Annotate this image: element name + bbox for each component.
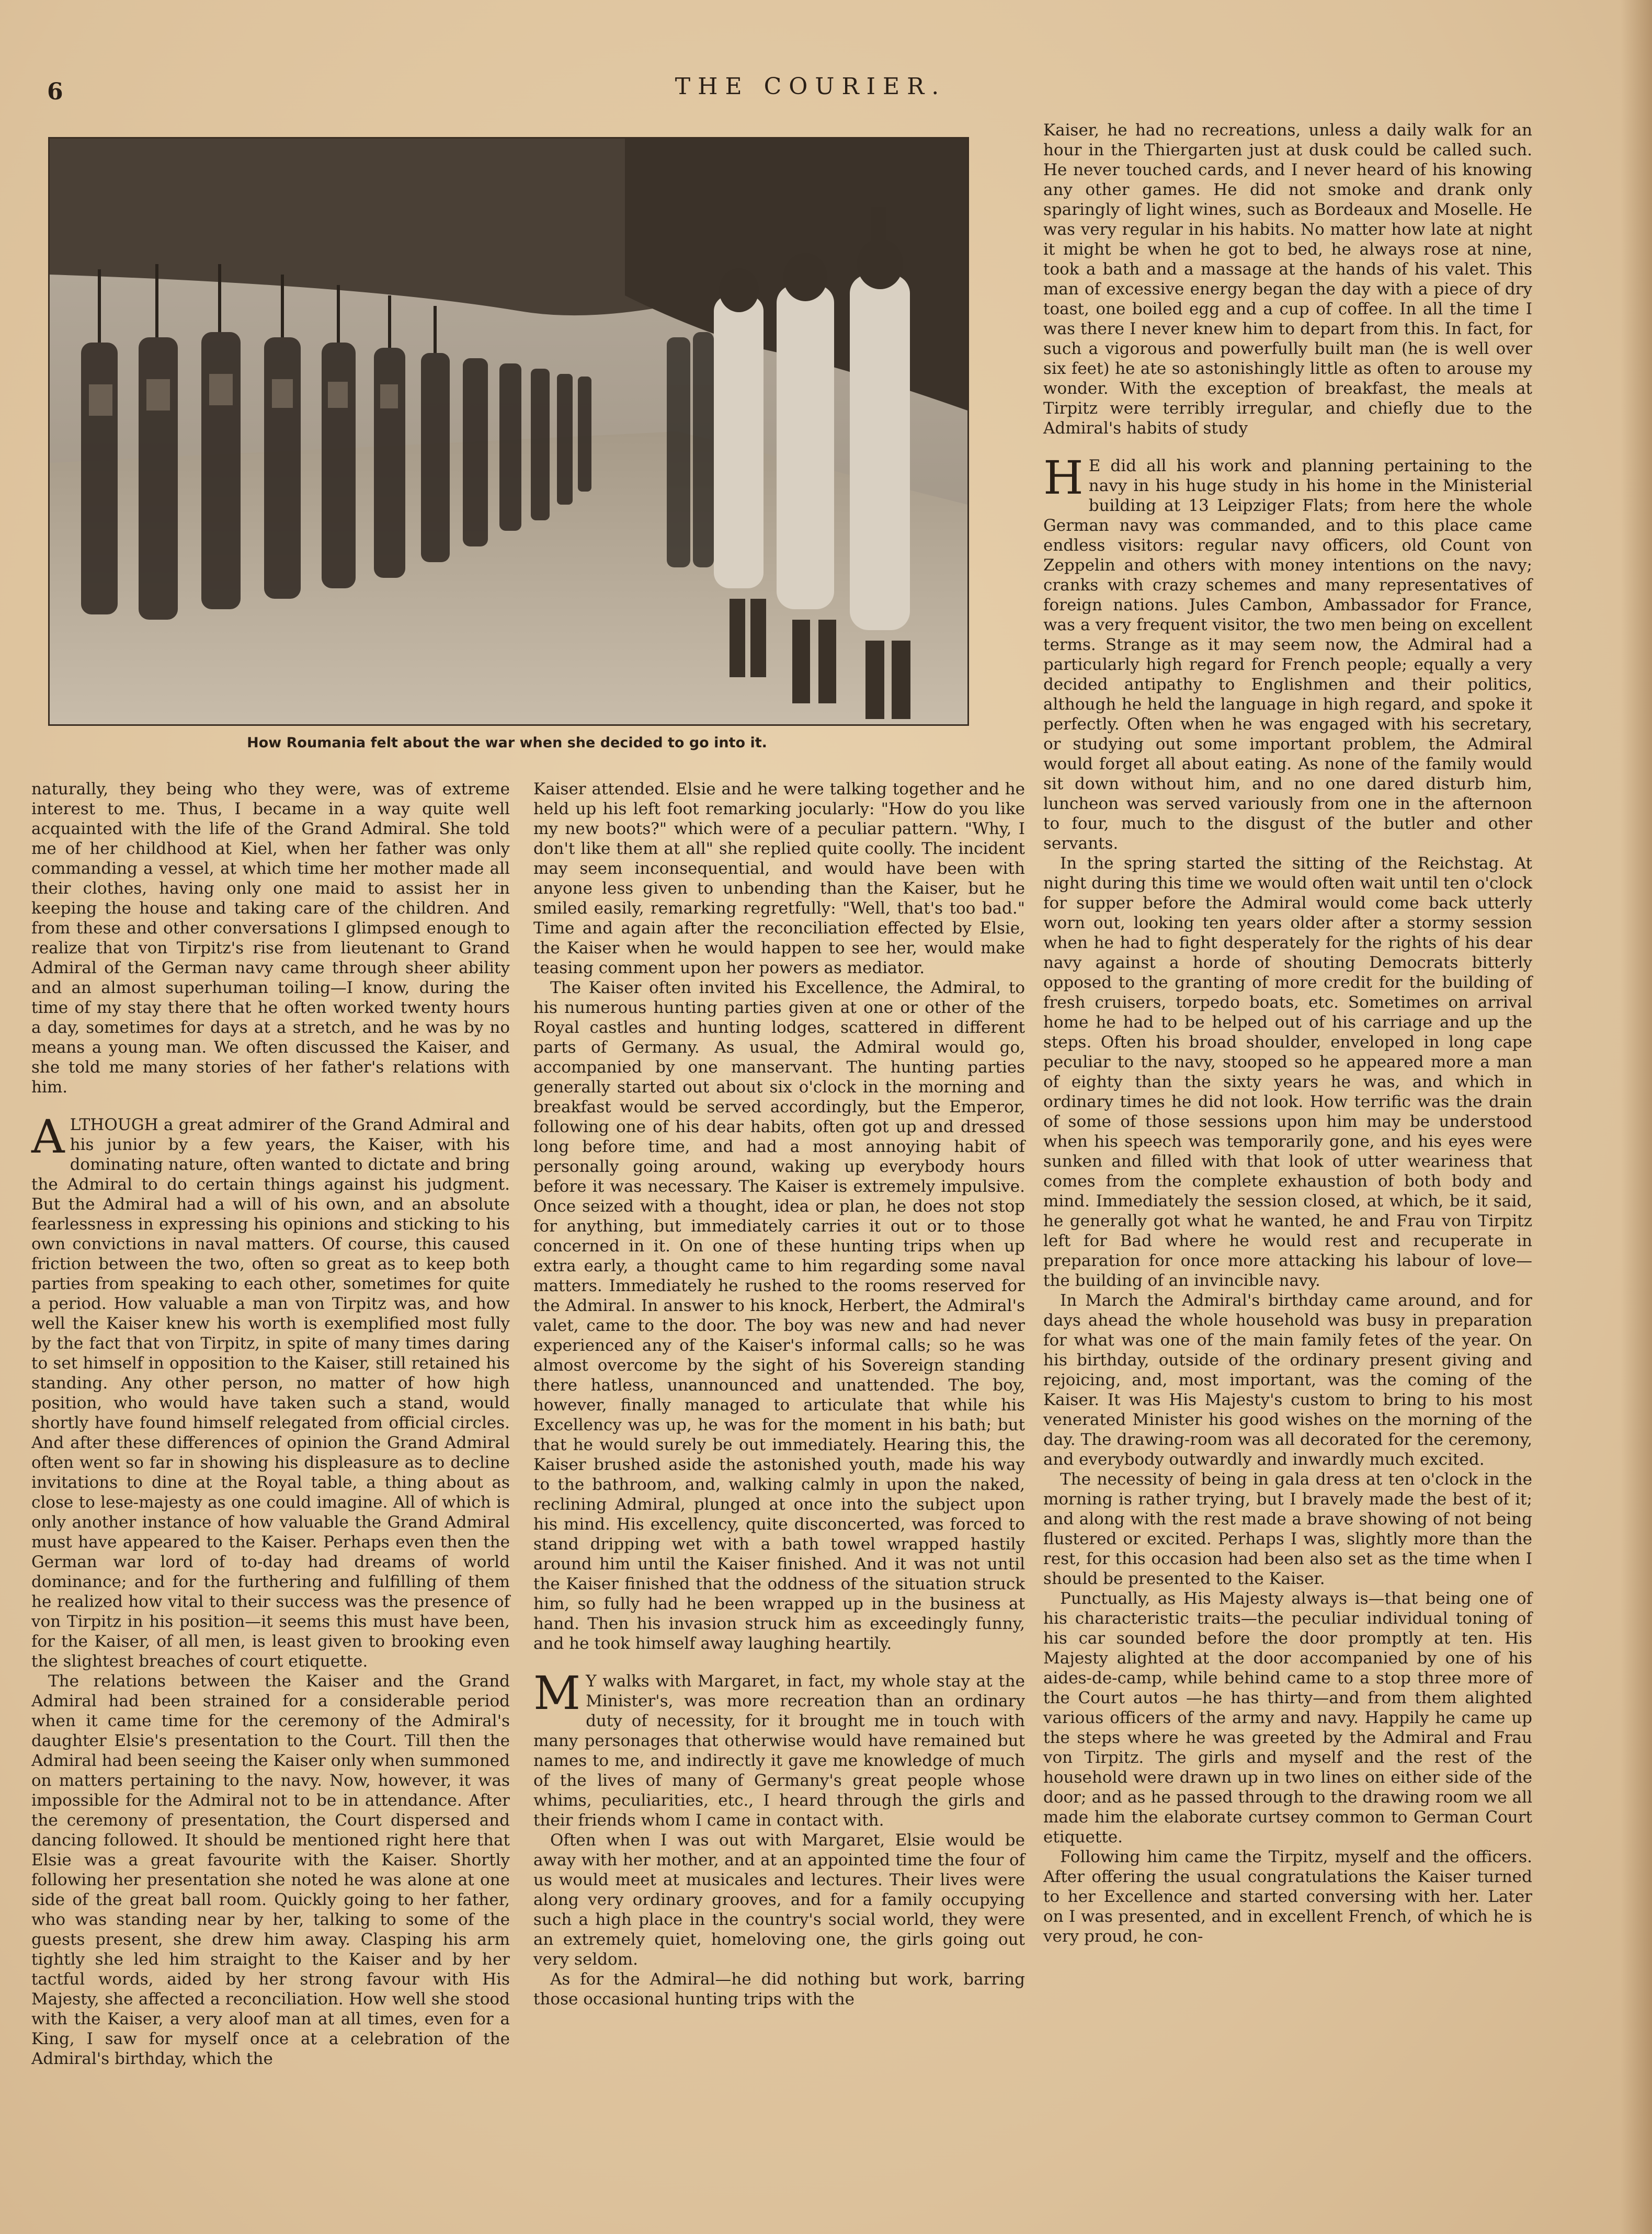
paragraph: Following him came the Tirpitz, myself and the officers. After offering the usual congratulations the Kaiser turned to her Excellence and started conversing with her. Later on I was presented, and in excellent French, of which he is very proud, he con- [1043,1848,1532,1946]
paragraph-text: Y walks with Margaret, in fact, my whole stay at the Minister's, was more recreation than an ordinary duty of necessity, for it brought me in touch with many personages that otherwise would have remained but names to me, and indirectly it gave me knowledge of much of the lives of many of Germany's great people whose whims, peculiarities, etc., I heard through the girls and their friends whom I came in contact with. [533,1672,1025,1830]
paragraph: Often when I was out with Margaret, Elsie would be away with her mother, and at an appointed time the four of us would meet at musicales and lectures. Their lives were along very ordinary grooves, and for a family occupying such a high place in the country's social world, they were an extremely quiet, homeloving one, the girls going out very seldom. [533,1831,1025,1969]
page-edge-shadow [1621,0,1652,2234]
drop-cap: A [31,1110,65,1164]
article-column-1 [31,779,510,2069]
paragraph: In the spring started the sitting of the Reichstag. At night during this time we would often wait until ten o'clock for supper before the Admiral would come back utterly worn out, looking ten years older after a stormy session when he had to fight desperately for the rights of his dear navy against a horde of shouting Democrats bitterly opposed to the granting of more credit for the building of fresh cruisers, torpedo boats, etc. Sometimes on arrival home he had to be helped out of his carriage and up the steps. Often his broad shoulder, enveloped in long cape peculiar to the navy, stooped so he appeared more a man of eighty than the sixty years he was, and which in ordinary times he did not look. How terrific was the drain of some of those sessions upon him may be understood when his speech was temporarily gone, and his eyes were sunken and filled with that look of utter weariness that comes from the complete exhaustion of both body and mind. Immediately the session closed, at which, be it said, he generally got what he wanted, he and Frau von Tirpitz left for Bad where he would rest and recuperate in preparation for once more attacking his labour of love—the building of an invincible navy. [1043,854,1532,1290]
drop-cap: M [533,1666,581,1720]
paragraph: Punctually, as His Majesty always is—that being one of his characteristic traits—the peculiar individual toning of his car sounded before the door promptly at ten. His Majesty alighted at the door accompanied by one of his aides-de-camp, while behind came to a stop three more of the Court autos —he has thirty—and from them alighted various officers of the army and navy. Happily he came up the steps where he was greeted by the Admiral and Frau von Tirpitz. The girls and myself and the rest of the household were drawn up in two lines on either side of the door; and as he passed through to the drawing room we all made him the elaborate curtsey common to German Court etiquette. [1043,1589,1532,1847]
paragraph-text: LTHOUGH a great admirer of the Grand Admiral and his junior by a few years, the Kaiser, with his dominating nature, often wanted to dictate and bring the Admiral to do certain things against his judgment. But the Admiral had a will of his own, and an absolute fearlessness in expressing his opinions and sticking to his own convictions in naval matters. Of course, this caused friction between the two, often so great as to keep both parties from speaking to each other, sometimes for quite a period. How valuable a man von Tirpitz was, and how well the Kaiser knew his worth is exemplified most fully by the fact that von Tirpitz, in spite of many times daring to set himself in opposition to the Kaiser, still retained his standing. Any other person, no matter of how high position, who would have taken such a stand, would shortly have found himself relegated from official circles. And after these differences of opinion the Grand Admiral often went so far in showing his displeasure as to decline invitations to dine at the Royal table, a thing about as close to lese-majesty as one could imagine. All of which is only another instance of how valuable the Grand Admiral must have appeared to the Kaiser. Perhaps even then the German war lord of to-day had dreams of world dominance; and for the furthering and fulfilling of them he realized how vital to their success was the presence of von Tirpitz in his position—it seems this must have been, for the Kaiser, of all men, is least given to brooking even the slightest breaches of court etiquette. [31,1115,510,1671]
paragraph-dropcap [533,1666,1025,1830]
paragraph: In March the Admiral's birthday came around, and for days ahead the whole household was busy in preparation for what was one of the main family fetes of the year. On his birthday, outside of the ordinary present giving and rejoicing, and, most important, was the coming of the Kaiser. It was His Majesty's custom to bring to his most venerated Minister his good wishes on the morning of the day. The drawing-room was all decorated for the ceremony, and everybody outwardly and inwardly much excited. [1043,1291,1532,1469]
photo-illustration [50,139,967,724]
paragraph: As for the Admiral—he did nothing but work, barring those occasional hunting trips with the [533,1970,1025,2009]
paragraph: naturally, they being who they were, was of extreme interest to me. Thus, I became in a way quite well acquainted with the life of the Grand Admiral. She told me of her childhood at Kiel, when her father was only commanding a vessel, at which time her mother made all their clothes, having only one maid to assist her in keeping the house and taking care of the children. And from these and other conversations I glimpsed enough to realize that von Tirpitz's rise from lieutenant to Grand Admiral of the German navy came through sheer ability and an almost superhuman toiling—I know, during the time of my stay there that he often worked twenty hours a day, sometimes for days at a stretch, and he was by no means a young man. We often discussed the Kaiser, and she told me many stories of her father's relations with him. [31,780,510,1097]
article-column-2 [533,779,1025,2009]
masthead-title: THE COURIER. [675,73,947,100]
drop-cap: H [1043,451,1084,505]
photo-caption: How Roumania felt about the war when she decided to go into it. [247,735,767,751]
halftone-photo-soldiers-marching [48,137,969,726]
paragraph: Kaiser attended. Elsie and he were talking together and he held up his left foot remarking jocularly: "How do you like my new boots?" which were of a peculiar pattern. "Why, I don't like them at all" she replied quite coolly. The incident may seem inconsequential, and would have been with anyone less given to unbending than the Kaiser, but he smiled easily, remarking regretfully: "Well, that's too bad." Time and again after the reconciliation effected by Elsie, the Kaiser when he would happen to see her, would make teasing comment upon her powers as mediator. [533,780,1025,977]
paragraph: The necessity of being in gala dress at ten o'clock in the morning is rather trying, but I bravely made the best of it; and along with the rest made a brave showing of not being flustered or excited. Perhaps I was, slightly more than the rest, for this occasion had been also set as the time when I should be presented to the Kaiser. [1043,1470,1532,1588]
page-number: 6 [47,78,63,105]
paragraph: Kaiser, he had no recreations, unless a daily walk for an hour in the Thiergarten just at dusk could be called such. He never touched cards, and I never heard of his knowing any other games. He did not smoke and drank only sparingly of light wines, such as Bordeaux and Moselle. He was very regular in his habits. No matter how late at night it might be when he got to bed, he always rose at nine, took a bath and a massage at the hands of his valet. This man of excessive energy began the day with a piece of dry toast, one boiled egg and a cup of coffee. In all the time I was there I never knew him to depart from this. In fact, for such a vigorous and powerfully built man (he is well over six feet) he ate so astonishingly little as often to arouse my wonder. With the exception of breakfast, the meals at Tirpitz were terribly irregular, and chiefly due to the Admiral's habits of study [1043,121,1532,438]
paragraph: The relations between the Kaiser and the Grand Admiral had been strained for a considerable period when it came time for the ceremony of the Admiral's daughter Elsie's presentation to the Court. Till then the Admiral had been seeing the Kaiser only when summoned on matters pertaining to the navy. Now, however, it was impossible for the Admiral not to be in attendance. After the ceremony of presentation, the Court dispersed and dancing followed. It should be mentioned right here that Elsie was a great favourite with the Kaiser. Shortly following her presentation she noted he was alone at one side of the great ball room. Quickly going to her father, who was standing near by her, talking to some of the guests present, she drew him away. Clasping his arm tightly she led him straight to the Kaiser and by her tactful words, aided by her strong favour with His Majesty, she affected a reconciliation. How well she stood with the Kaiser, a very aloof man at all times, even for a King, I saw for myself once at a celebration of the Admiral's birthday, which the [31,1672,510,2068]
paragraph-dropcap [1043,451,1532,853]
paragraph-dropcap [31,1110,510,1671]
article-column-3 [1043,120,1532,1946]
paragraph: The Kaiser often invited his Excellence, the Admiral, to his numerous hunting parties given at one or other of the Royal castles and hunting lodges, scattered in different parts of Germany. As usual, the Admiral would go, accompanied by one manservant. The hunting parties generally started out about six o'clock in the morning and breakfast would be served accordingly, but the Emperor, following one of his dear habits, often got up and dressed long before time, and had a most annoying habit of personally going around, waking up everybody hours before it was necessary. The Kaiser is extremely impulsive. Once seized with a thought, idea or plan, he does not stop for anything, but immediately carries it out or to those concerned in it. On one of these hunting trips when up extra early, a thought came to him regarding some naval matters. Immediately he rushed to the rooms reserved for the Admiral. In answer to his knock, Herbert, the Admiral's valet, came to the door. The boy was new and had never experienced any of the Kaiser's informal calls; so he was almost overcome by the sight of his Sovereign standing there hatless, unannounced and unattended. The boy, however, finally managed to articulate that while his Excellency was up, he was for the moment in his bath; but that he would surely be out immediately. Hearing this, the Kaiser brushed aside the astonished youth, made his way to the bathroom, and, walking calmly in upon the naked, reclining Admiral, plunged at once into the subject upon his mind. His excellency, quite disconcerted, was forced to stand dripping wet with a bath towel wrapped hastily around him until the Kaiser finished. And it was not until the Kaiser finished that the oddness of the situation struck him, so fully had he been wrapped up in the business at hand. Then his invasion struck him as exceedingly funny, and he took himself away laughing heartily. [533,978,1025,1653]
paragraph-text: E did all his work and planning pertaining to the navy in his huge study in his home in the Ministerial building at 13 Leipziger Flats; from here the whole German navy was commanded, and to this place came endless visitors: regular navy officers, old Count von Zeppelin and others with money intentions on the navy; cranks with crazy schemes and many representatives of foreign nations. Jules Cambon, Ambassador for France, was a very frequent visitor, the two men being on excellent terms. Strange as it may seem now, the Admiral had a particularly high regard for French people; equally a very decided antipathy to Englishmen and their politics, although he held the language in high regard, and spoke it perfectly. Often when he was engaged with his secretary, or studying out some important problem, the Admiral would forget all about eating. As none of the family would sit down without him, and no one dared disturb him, luncheon was served variously from one in the afternoon to four, much to the disgust of the butler and other servants. [1043,457,1532,853]
